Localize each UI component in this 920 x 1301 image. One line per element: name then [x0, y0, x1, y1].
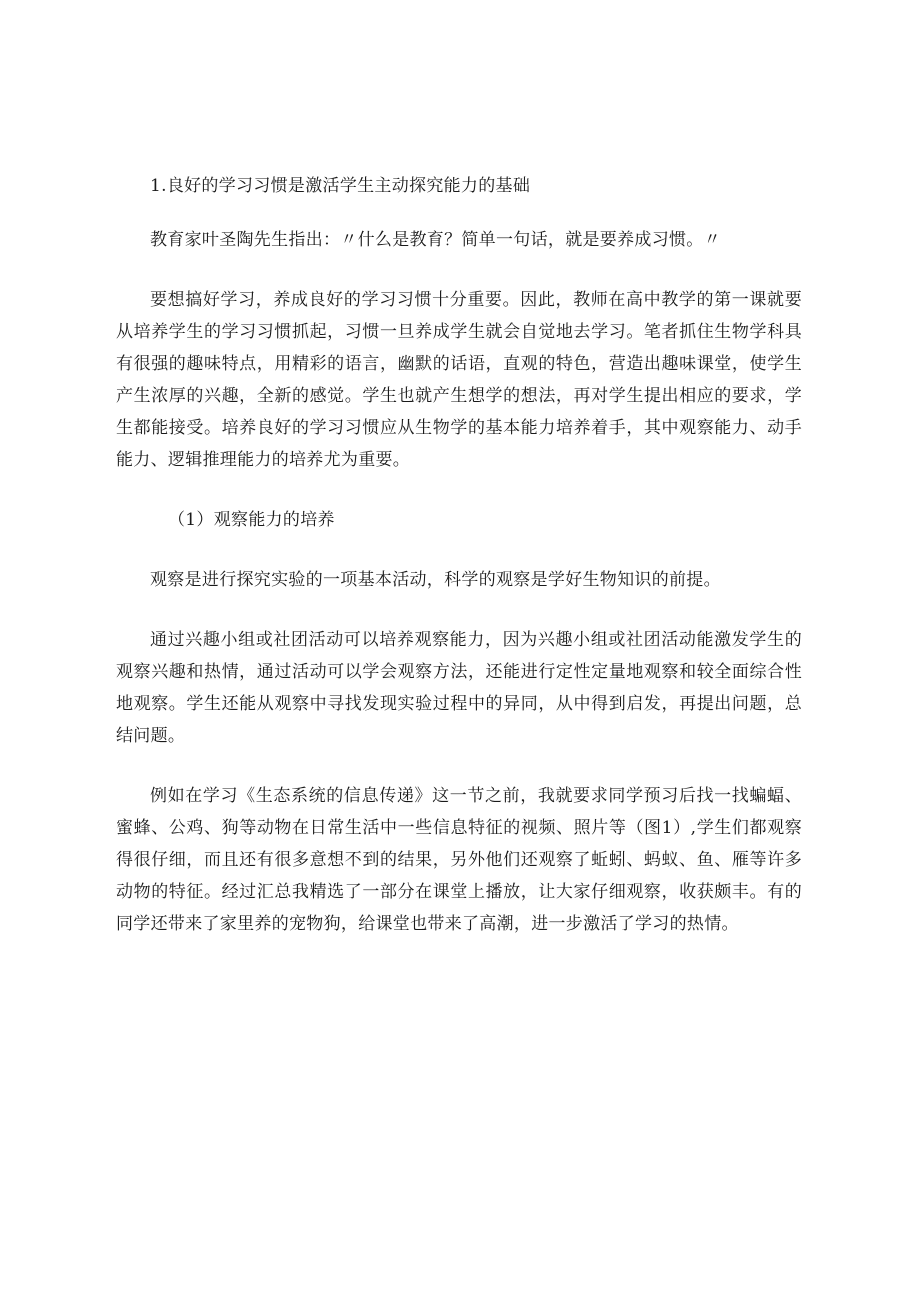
paragraph-example: 例如在学习《生态系统的信息传递》这一节之前，我就要求同学预习后找一找蝙蝠、蜜蜂、公鸡、狗等动物在日常生活中一些信息特征的视频、照片等（图1）,学生们都观察得很仔细，而且还有很多意想不到的结果，另外他们还观察了蚯蚓、蚂蚁、鱼、雁等许多动物的特征。经过汇总我精选了一部分在课堂上播放，让大家仔细观察，收获颇丰。有的同学还带来了家里养的宠物狗，给课堂也带来了高潮，进一步激活了学习的热情。: [116, 786, 802, 934]
paragraph-habits: 要想搞好学习，养成良好的学习习惯十分重要。因此，教师在高中教学的第一课就要从培养学生的学习习惯抓起，习惯一旦养成学生就会自觉地去学习。笔者抓住生物学科具有很强的趣味特点，用精彩的语言，幽默的话语，直观的特色，营造出趣味课堂，使学生产生浓厚的兴趣，全新的感觉。学生也就产生想学的想法，再对学生提出相应的要求，学生都能接受。培养良好的学习习惯应从生物学的基本能力培养着手，其中观察能力、动手能力、逻辑推理能力的培养尤为重要。: [116, 290, 802, 470]
section-heading: 1.良好的学习习惯是激活学生主动探究能力的基础: [150, 176, 531, 196]
quote-paragraph: 教育家叶圣陶先生指出：〃什么是教育？简单一句话，就是要养成习惯。〃: [150, 230, 721, 250]
document-body: [116, 170, 802, 940]
paragraph-interest-groups: 通过兴趣小组或社团活动可以培养观察能力，因为兴趣小组或社团活动能激发学生的观察兴趣和热情，通过活动可以学会观察方法，还能进行定性定量地观察和较全面综合性地观察。学生还能从观察中寻找发现实验过程中的异同，从中得到启发，再提出问题，总结问题。: [116, 630, 802, 746]
subsection-heading: （1）观察能力的培养: [168, 510, 335, 530]
paragraph-observation-basis: 观察是进行探究实验的一项基本活动，科学的观察是学好生物知识的前提。: [150, 570, 721, 590]
